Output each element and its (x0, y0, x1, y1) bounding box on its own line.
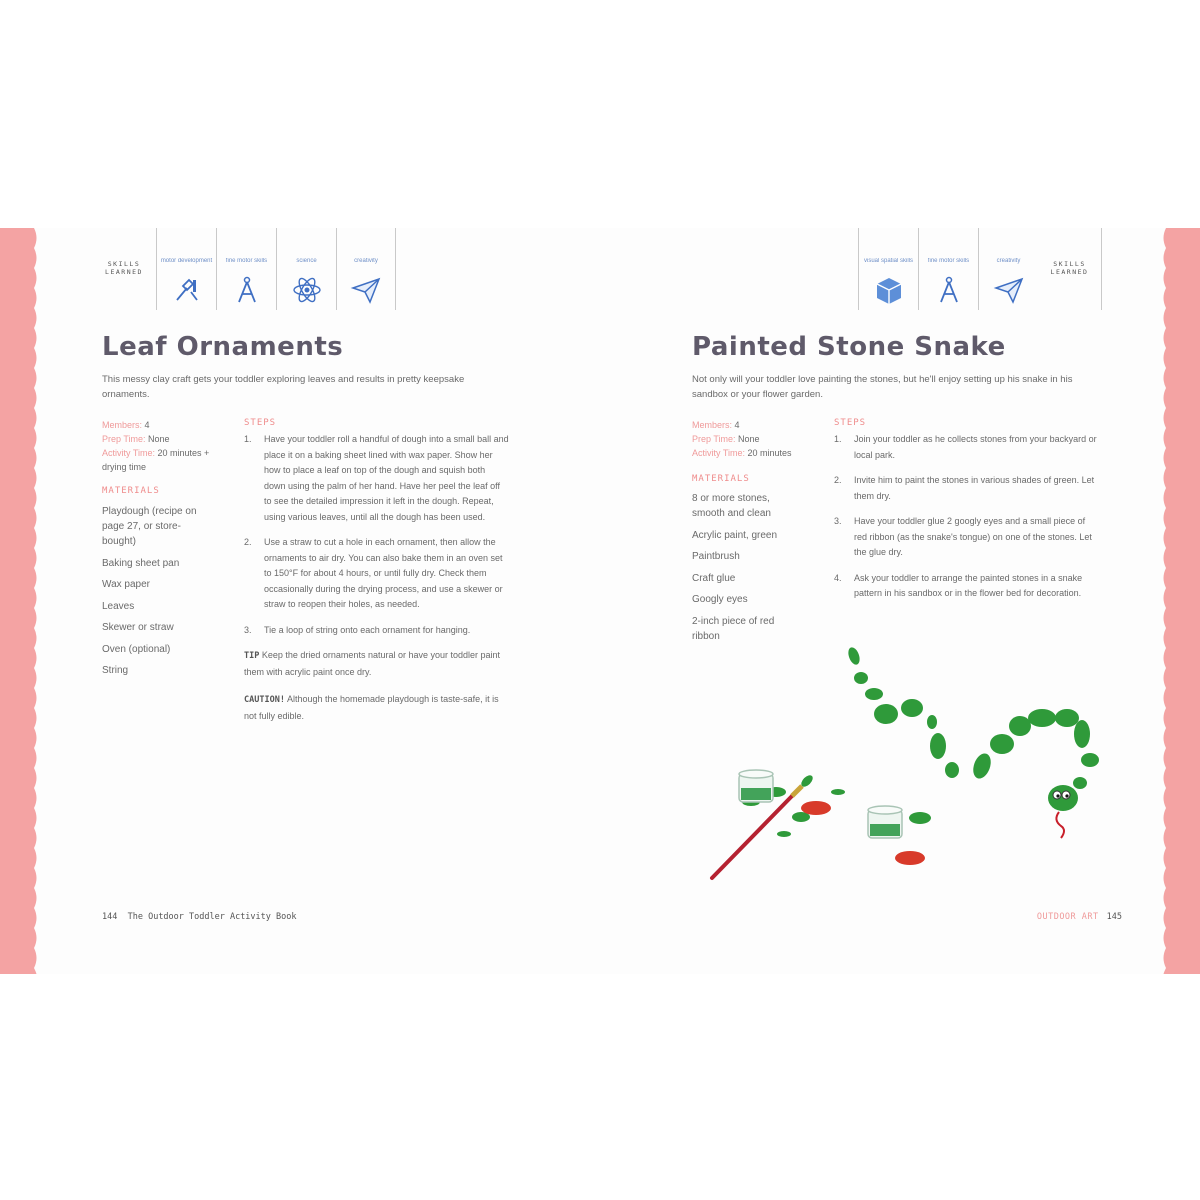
materials-heading: MATERIALS (692, 474, 750, 484)
activity-time-label: Activity Time: (102, 448, 156, 458)
book-spread (0, 228, 1200, 974)
steps-heading: STEPS (834, 418, 867, 428)
cube-icon (873, 274, 905, 306)
steps-heading: STEPS (244, 418, 277, 428)
step-number: 1. (244, 434, 252, 444)
step-item (244, 432, 509, 525)
step-item (834, 432, 1099, 463)
page-number: 145 (1106, 912, 1122, 922)
material-item: 2-inch piece of red ribbon (692, 615, 775, 642)
skill-label: creativity (354, 258, 378, 264)
step-number: 2. (834, 475, 842, 485)
material-item: Leaves (102, 600, 135, 612)
skill-label: visual spatial skills (863, 258, 914, 264)
skill-motor-development (156, 228, 216, 310)
activity-time-value: 20 minutes (747, 448, 792, 458)
skill-label: fine motor skills (927, 258, 970, 264)
caution-text: Although the homemade playdough is taste-safe, it is not fully edible. (244, 694, 499, 721)
skill-fine-motor (216, 228, 276, 310)
skill-label: science (296, 258, 317, 264)
material-item: Googly eyes (692, 594, 748, 605)
steps-section (834, 418, 1099, 612)
members-label: Members: (102, 420, 143, 430)
material-item: Acrylic paint, green (692, 529, 778, 541)
step-item (834, 514, 1099, 561)
skills-bar (92, 228, 396, 310)
steps-section (244, 418, 509, 724)
material-item: Baking sheet pan (102, 557, 180, 569)
skills-heading: SKILLS LEARNED (1038, 228, 1102, 310)
step-number: 1. (834, 434, 842, 444)
prep-time-label: Prep Time: (692, 434, 736, 444)
step-text: Join your toddler as he collects stones from your backyard or local park. (854, 434, 1097, 460)
activity-time-label: Activity Time: (692, 448, 746, 458)
material-item: Oven (optional) (102, 643, 171, 655)
tip-label: TIP (244, 651, 260, 661)
caution-note (244, 692, 509, 724)
prep-time-label: Prep Time: (102, 434, 146, 444)
skill-creativity (336, 228, 396, 310)
material-item: Playdough (recipe on page 27, or store-bought) (102, 506, 197, 547)
tip-note (244, 648, 509, 680)
step-number: 4. (834, 572, 842, 583)
members-value: 4 (734, 420, 740, 430)
atom-icon (291, 274, 323, 306)
book-title: The Outdoor Toddler Activity Book (127, 912, 297, 922)
prep-time-value: None (148, 434, 170, 444)
red-ribbon-tongue (1056, 812, 1064, 838)
skill-visual-spatial (858, 228, 918, 310)
members-label: Members: (692, 420, 733, 430)
section-name: OUTDOOR ART (1036, 912, 1099, 922)
steps-list (834, 432, 1099, 602)
intro-text: This messy clay craft gets your toddler exploring leaves and results in pretty keepsake ornaments. (102, 374, 465, 400)
step-text: Ask your toddler to arrange the painted stones in a snake pattern in his sandbox or in the flower bed for decoration. (854, 572, 1083, 598)
step-item (244, 535, 509, 613)
step-item (834, 473, 1099, 504)
page-title: Painted Stone Snake (692, 332, 1006, 362)
materials-heading: MATERIALS (102, 486, 160, 496)
members-value: 4 (144, 420, 150, 430)
activity-meta (692, 418, 822, 460)
materials-list (692, 491, 802, 650)
green-stones (742, 646, 1099, 837)
step-number: 3. (244, 624, 252, 635)
compass-icon (933, 274, 965, 306)
painted-stone-snake-photo (706, 642, 1126, 892)
intro-text: Not only will your toddler love painting the stones, but he'll enjoy setting up his snake in his sandbox or your flower garden. (692, 374, 1073, 400)
step-text: Invite him to paint the stones in various shades of green. Let them dry. (854, 475, 1095, 501)
right-page (640, 228, 1200, 974)
page-number: 144 (102, 912, 118, 922)
step-text: Use a straw to cut a hole in each ornament, then allow the ornaments to air dry. You can also bake them in an oven set to 150°F for about 4 hours, or until fully dry. Check them occasionally during the drying process, and use a skewer or straw to reopen their holes, as needed. (264, 537, 503, 609)
tools-icon (171, 274, 203, 306)
activity-meta (102, 418, 232, 474)
skill-fine-motor (918, 228, 978, 310)
page-footer (102, 912, 297, 922)
material-item: 8 or more stones, smooth and clean (692, 493, 771, 519)
pink-page-edge-left (0, 228, 42, 974)
skills-bar (858, 228, 1102, 310)
material-item: Craft glue (692, 572, 736, 584)
steps-list (244, 432, 509, 638)
page-title: Leaf Ornaments (102, 332, 344, 362)
activity-time-value: 20 minutes + drying time (102, 448, 210, 472)
materials-list (102, 504, 212, 685)
material-item: String (102, 665, 129, 676)
material-item: Skewer or straw (102, 622, 174, 633)
red-jar-lids (801, 801, 925, 865)
step-item (834, 571, 1099, 602)
skills-heading: SKILLS LEARNED (105, 260, 143, 276)
skill-creativity (978, 228, 1038, 310)
caution-label: CAUTION! (244, 695, 285, 705)
step-text: Tie a loop of string onto each ornament for hanging. (264, 624, 471, 635)
skill-label: motor development (160, 258, 213, 264)
page-footer (1037, 912, 1122, 922)
skill-label: creativity (996, 258, 1021, 264)
paper-plane-icon (993, 274, 1025, 306)
skill-label: fine motor skills (225, 258, 268, 264)
material-item: Paintbrush (692, 551, 740, 562)
tip-text: Keep the dried ornaments natural or have your toddler paint them with acrylic paint once dry. (244, 650, 501, 677)
step-number: 2. (244, 537, 252, 547)
step-text: Have your toddler roll a handful of dough into a small ball and place it on a baking sheet lined with wax paper. Show her how to place a leaf on top of the dough and squish both down using the palm of her hand. Have her peel the leaf off to see the detailed impression it left in the dough. Repeat, using various leaves, until all the dough has been used. (264, 434, 509, 522)
left-page (42, 228, 602, 974)
prep-time-value: None (738, 434, 760, 444)
compass-icon (231, 274, 263, 306)
material-item: Wax paper (102, 579, 150, 590)
step-number: 3. (834, 516, 842, 526)
skill-science (276, 228, 336, 310)
step-text: Have your toddler glue 2 googly eyes and a small piece of red ribbon (as the snake's tongue) on one of the stones. Let the glue dry. (854, 516, 1092, 557)
step-item (244, 623, 509, 639)
paper-plane-icon (350, 274, 382, 306)
